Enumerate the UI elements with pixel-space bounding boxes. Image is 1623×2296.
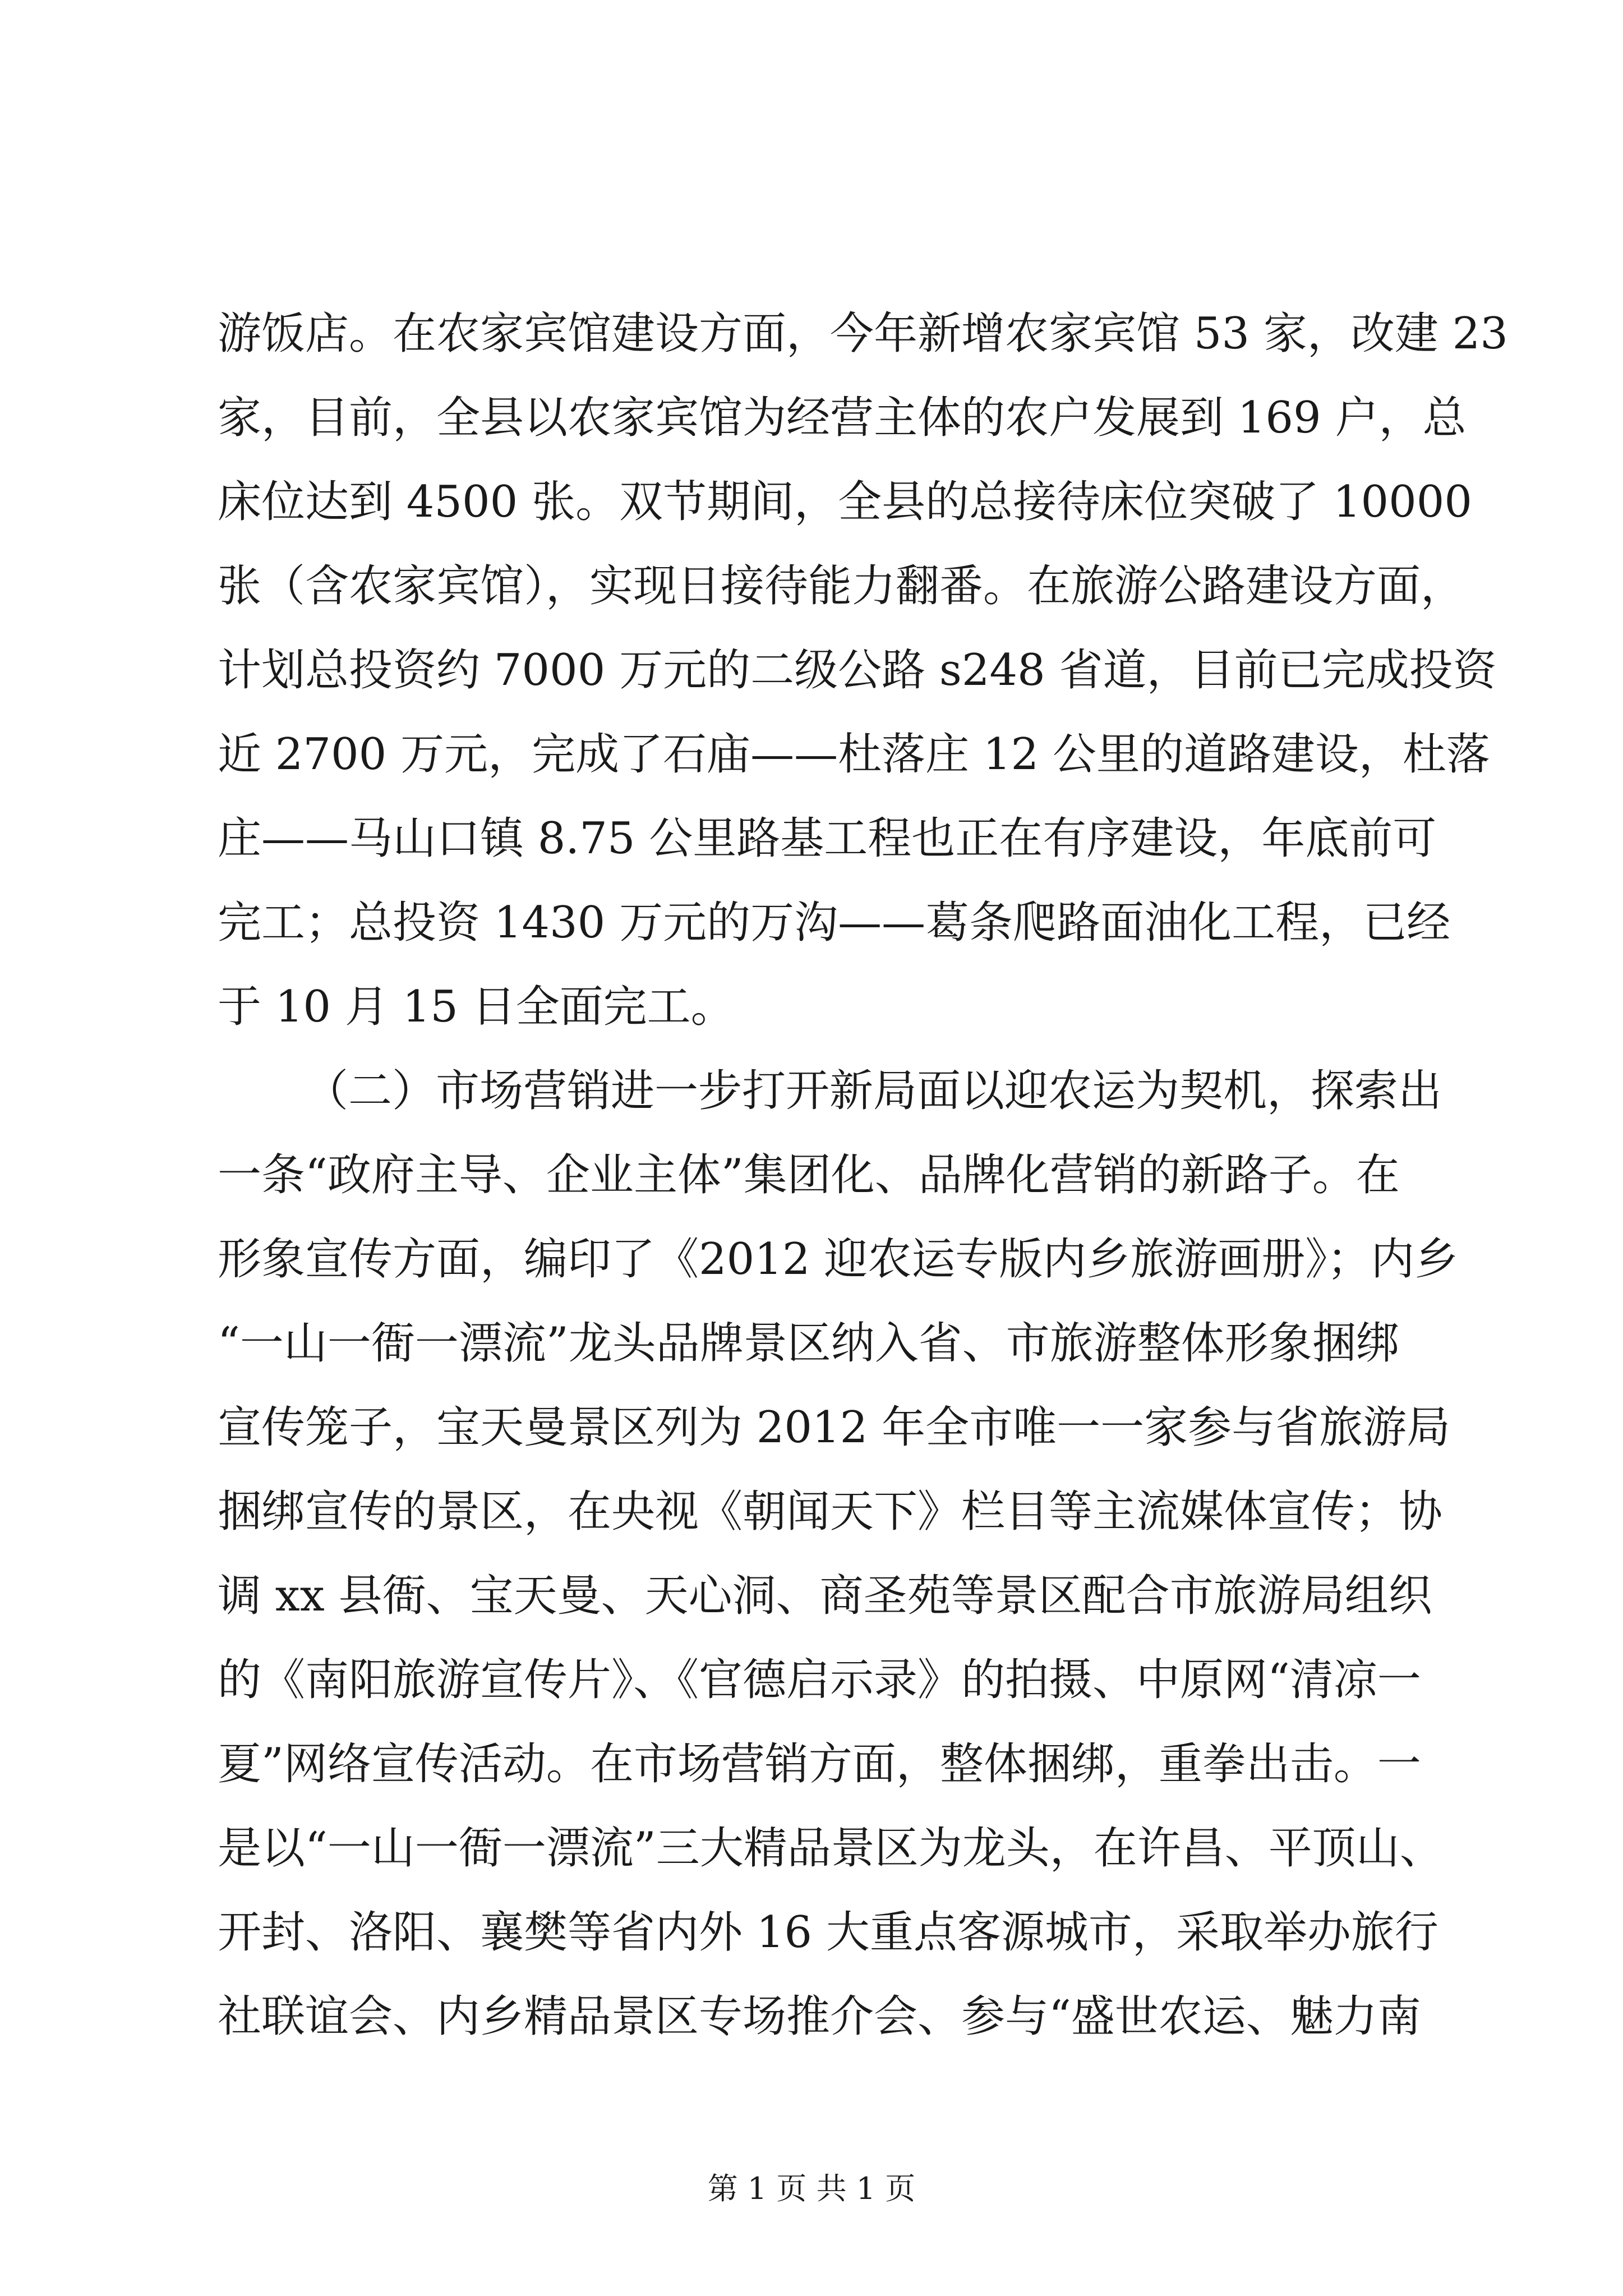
- text-line: 游饭店。在农家宾馆建设方面，今年新增农家宾馆 53 家，改建 23: [218, 309, 1508, 359]
- text-line: 近 2700 万元，完成了石庙——杜落庄 12 公里的道路建设，杜落: [218, 729, 1490, 780]
- text-line: 是以“一山一衙一漂流”三大精品景区为龙头，在许昌、平顶山、: [218, 1823, 1444, 1874]
- text-line: 捆绑宣传的景区，在央视《朝闻天下》栏目等主流媒体宣传；协: [218, 1487, 1443, 1537]
- text-line: 计划总投资约 7000 万元的二级公路 s248 省道，目前已完成投资: [218, 645, 1497, 696]
- text-line: 于 10 月 15 日全面完工。: [218, 982, 735, 1032]
- text-line: 开封、洛阳、襄樊等省内外 16 大重点客源城市，采取举办旅行: [218, 1907, 1438, 1958]
- text-line: 形象宣传方面，编印了《2012 迎农运专版内乡旅游画册》；内乡: [218, 1234, 1459, 1285]
- paragraph-first-line: （二）市场营销进一步打开新局面以迎农运为契机，探索出: [305, 1066, 1442, 1116]
- text-line: “一山一衙一漂流”龙头品牌景区纳入省、市旅游整体形象捆绑: [218, 1318, 1400, 1369]
- text-line: 庄——马山口镇 8.75 公里路基工程也正在有序建设，年底前可: [218, 813, 1437, 864]
- text-line: 床位达到 4500 张。双节期间，全县的总接待床位突破了 10000: [218, 477, 1473, 527]
- text-line: 宣传笼子，宝天曼景区列为 2012 年全市唯一一家参与省旅游局: [218, 1402, 1451, 1453]
- page-number-footer: 第 1 页 共 1 页: [707, 2171, 916, 2206]
- text-line: 调 xx 县衙、宝天曼、天心洞、商圣苑等景区配合市旅游局组织: [218, 1571, 1432, 1621]
- text-line: 一条“政府主导、企业主体”集团化、品牌化营销的新路子。在: [218, 1150, 1400, 1200]
- text-line: 夏”网络宣传活动。在市场营销方面，整体捆绑，重拳出击。一: [218, 1739, 1421, 1789]
- text-line: 家，目前，全县以农家宾馆为经营主体的农户发展到 169 户，总: [218, 393, 1467, 443]
- text-line: 的《南阳旅游宣传片》、《官德启示录》的拍摄、中原网“清凉一: [218, 1655, 1421, 1705]
- text-line: 完工；总投资 1430 万元的万沟——葛条爬路面油化工程，已经: [218, 898, 1451, 948]
- text-line: 社联谊会、内乡精品景区专场推介会、参与“盛世农运、魅力南: [218, 1991, 1421, 2042]
- text-line: 张（含农家宾馆），实现日接待能力翻番。在旅游公路建设方面，: [218, 561, 1465, 611]
